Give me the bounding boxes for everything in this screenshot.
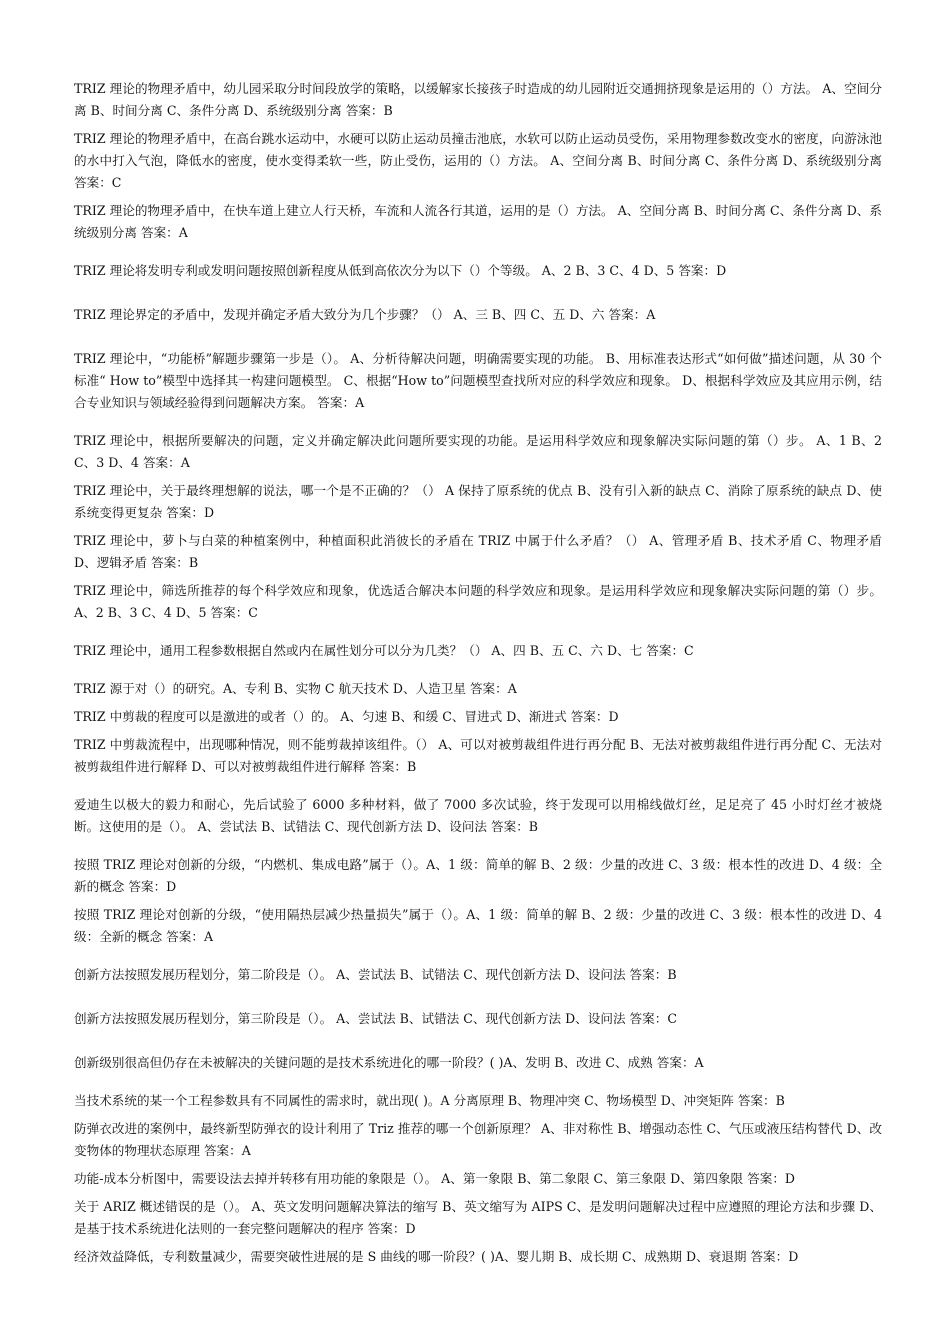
question-item: TRIZ 理论中，根据所要解决的问题，定义并确定解决此问题所要实现的功能。是运用科学效应和现象解决实际问题的第（）步。 A、1 B、2 C、3 D、4 答案：A xyxy=(74,433,882,470)
question-item: 当技术系统的某一个工程参数具有不同属性的需求时，就出现( )。A 分离原理 B、物理冲突 C、物场模型 D、冲突矩阵 答案：B xyxy=(74,1093,785,1108)
question-item: 按照 TRIZ 理论对创新的分级，“内燃机、集成电路”属于（）。A、1 级：简单的解 B、2 级：少量的改进 C、3 级：根本性的改进 D、4 级：全新的概念 答案：D xyxy=(74,857,882,894)
question-item: TRIZ 理论的物理矛盾中，在高台跳水运动中，水硬可以防止运动员撞击池底，水软可以防止运动员受伤，采用物理参数改变水的密度，向游泳池的水中打入气泡，降低水的密度，使水变得柔软一些，防止受伤，运用的（）方法。 A、空间分离 B、时间分离 C、条件分离 D、系统级别分离 答案：C xyxy=(74,131,882,190)
question-item: 创新级别很高但仍存在未被解决的关键问题的是技术系统进化的哪一阶段？( )A、发明 B、改进 C、成熟 答案：A xyxy=(74,1055,704,1070)
question-item: TRIZ 源于对（）的研究。A、专利 B、实物 C 航天技术 D、人造卫星 答案：A xyxy=(74,681,517,696)
question-item: TRIZ 理论的物理矛盾中，在快车道上建立人行天桥，车流和人流各行其道，运用的是（）方法。 A、空间分离 B、时间分离 C、条件分离 D、系统级别分离 答案：A xyxy=(74,203,882,240)
question-item: TRIZ 理论中，关于最终理想解的说法，哪一个是不正确的？（） A 保持了原系统的优点 B、没有引入新的缺点 C、消除了原系统的缺点 D、使系统变得更复杂 答案：D xyxy=(74,483,882,520)
question-item: 防弹衣改进的案例中，最终新型防弹衣的设计利用了 Triz 推荐的哪一个创新原理？ A、非对称性 B、增强动态性 C、气压或液压结构替代 D、改变物体的物理状态原理 答案：A xyxy=(74,1121,882,1158)
question-item: 创新方法按照发展历程划分，第二阶段是（）。 A、尝试法 B、试错法 C、现代创新方法 D、设问法 答案：B xyxy=(74,967,677,982)
question-item: TRIZ 理论的物理矛盾中，幼儿园采取分时间段放学的策略，以缓解家长接孩子时造成的幼儿园附近交通拥挤现象是运用的（）方法。 A、空间分离 B、时间分离 C、条件分离 D、系统级别分离 答案：B xyxy=(74,81,882,118)
question-item: TRIZ 理论将发明专利或发明问题按照创新程度从低到高依次分为以下（）个等级。 A、2 B、3 C、4 D、5 答案：D xyxy=(74,263,727,278)
question-item: 经济效益降低，专利数量减少，需要突破性进展的是 S 曲线的哪一阶段？( )A、婴儿期 B、成长期 C、成熟期 D、衰退期 答案：D xyxy=(74,1249,799,1264)
question-item: 按照 TRIZ 理论对创新的分级，“使用隔热层减少热量损失”属于（）。A、1 级：简单的解 B、2 级：少量的改进 C、3 级：根本性的改进 D、4 级：全新的概念 答案：A xyxy=(74,907,882,944)
question-item: 关于 ARIZ 概述错误的是（）。 A、英文发明问题解决算法的缩写 B、英文缩写为 AIPS C、是发明问题解决过程中应遵照的理论方法和步骤 D、是基于技术系统进化法则的一套完整问题解决的程序 答案：D xyxy=(74,1199,882,1236)
question-item: 爱迪生以极大的毅力和耐心，先后试验了 6000 多种材料，做了 7000 多次试验，终于发现可以用棉线做灯丝，足足亮了 45 小时灯丝才被烧断。这使用的是（）。 A、尝试法 B、试错法 C、现代创新方法 D、设问法 答案：B xyxy=(74,797,882,834)
question-item: TRIZ 理论中，萝卜与白菜的种植案例中，种植面积此消彼长的矛盾在 TRIZ 中属于什么矛盾？（） A、管理矛盾 B、技术矛盾 C、物理矛盾 D、逻辑矛盾 答案：B xyxy=(74,533,882,570)
question-item: TRIZ 中剪裁流程中，出现哪种情况，则不能剪裁掉该组件。（） A、可以对被剪裁组件进行再分配 B、无法对被剪裁组件进行再分配 C、无法对被剪裁组件进行解释 D、可以对被剪裁组件进行解释 答案：B xyxy=(74,737,882,774)
question-item: TRIZ 理论中，“功能桥”解题步骤第一步是（）。 A、分析待解决问题，明确需要实现的功能。 B、用标准表达形式“如何做”描述问题，从 30 个标准“ How to”模型中选择其一构建问题模型。 C、根据“How to”问题模型查找所对应的科学效应和现象。 D、根据科学效应及其应用示例，结合专业知识与领域经验得到问题解决方案。 答案：A xyxy=(74,351,882,410)
question-item: TRIZ 理论界定的矛盾中，发现并确定矛盾大致分为几个步骤？（） A、三 B、四 C、五 D、六 答案：A xyxy=(74,307,656,322)
question-item: 创新方法按照发展历程划分，第三阶段是（）。 A、尝试法 B、试错法 C、现代创新方法 D、设问法 答案：C xyxy=(74,1011,677,1026)
document-page xyxy=(74,78,882,1274)
question-item: 功能-成本分析图中，需要设法去掉并转移有用功能的象限是（）。 A、第一象限 B、第二象限 C、第三象限 D、第四象限 答案：D xyxy=(74,1171,796,1186)
question-item: TRIZ 中剪裁的程度可以是激进的或者（）的。 A、匀速 B、和缓 C、冒进式 D、渐进式 答案：D xyxy=(74,709,619,724)
question-item: TRIZ 理论中，筛选所推荐的每个科学效应和现象，优选适合解决本问题的科学效应和现象。是运用科学效应和现象解决实际问题的第（）步。 A、2 B、3 C、4 D、5 答案：C xyxy=(74,583,882,620)
question-item: TRIZ 理论中，通用工程参数根据自然或内在属性划分可以分为几类？（） A、四 B、五 C、六 D、七 答案：C xyxy=(74,643,694,658)
